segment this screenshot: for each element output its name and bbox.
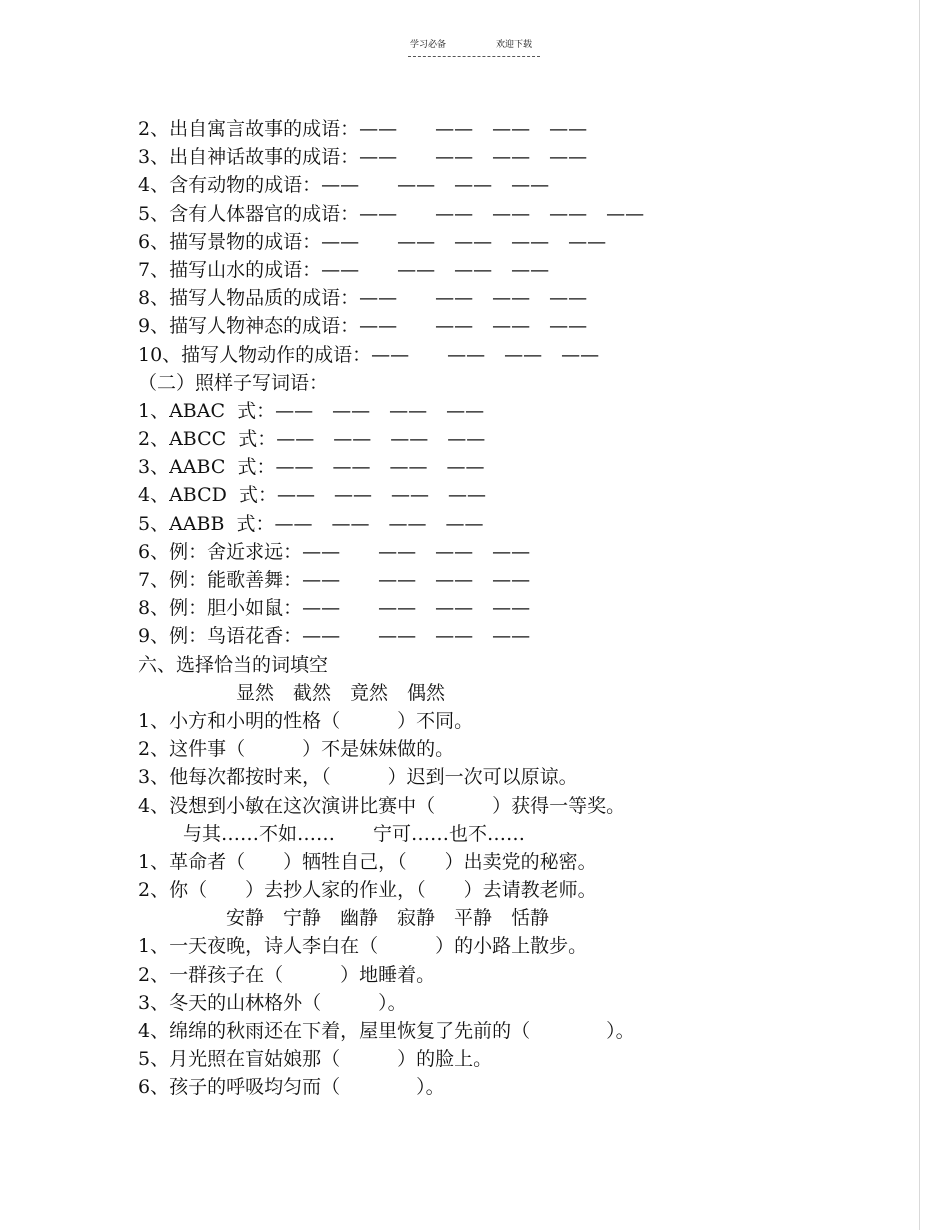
example-item-6: 6、例：舍近求远：—— —— —— —— — [138, 540, 531, 563]
example-item-8: 8、例：胆小如鼠：—— —— —— —— — [138, 597, 531, 620]
header-left-text: 学习必备 — [410, 40, 447, 50]
example-item-7: 7、例：能歌善舞：—— —— —— —— — [138, 569, 531, 591]
fill-item-8: 2、一群孩子在（ ）地睡着。 — [138, 963, 436, 986]
pattern-item-1: 1、ABAC 式：—— —— —— —— — [138, 399, 485, 422]
idiom-item-7: 7、描写山水的成语：—— —— —— —— — [138, 258, 550, 281]
document-body — [138, 115, 898, 1102]
word-bank-2: 与其……不如…… 宁可……也不…… — [183, 822, 526, 845]
fill-item-9: 3、冬天的山林格外（ ）。 — [138, 991, 407, 1014]
page-edge — [919, 0, 920, 1230]
word-bank-3: 安静 宁静 幽静 寂静 平静 恬静 — [226, 907, 550, 930]
idiom-item-3: 3、出自神话故事的成语：—— —— —— —— — [138, 146, 588, 169]
idiom-item-8: 8、描写人物品质的成语：—— —— —— —— — [138, 287, 588, 310]
section-heading-6: 六、选择恰当的词填空 — [138, 653, 329, 676]
pattern-item-3: 3、AABC 式：—— —— —— —— — [138, 456, 485, 479]
pattern-item-5: 5、AABB 式：—— —— —— —— — [138, 512, 484, 535]
fill-item-1: 1、小方和小明的性格（ ）不同。 — [138, 709, 474, 732]
idiom-item-9: 9、描写人物神态的成语：—— —— —— —— — [138, 315, 588, 338]
fill-item-6: 2、你（ ）去抄人家的作业，（ ）去请教老师。 — [138, 879, 597, 902]
section-heading-2: （二）照样子写词语： — [138, 371, 329, 394]
header-right-text: 欢迎下载 — [496, 40, 533, 50]
fill-item-2: 2、这件事（ ）不是妹妹做的。 — [138, 738, 455, 761]
fill-item-11: 5、月光照在盲姑娘那（ ）的脸上。 — [138, 1048, 493, 1071]
fill-item-12: 6、孩子的呼吸均匀而（ ）。 — [138, 1076, 445, 1099]
pattern-item-4: 4、ABCD 式：—— —— —— —— — [138, 484, 486, 507]
idiom-item-2: 2、出自寓言故事的成语：—— —— —— —— — [138, 118, 588, 140]
idiom-item-10: 10、描写人物动作的成语：—— —— —— —— — [138, 343, 600, 366]
fill-item-4: 4、没想到小敏在这次演讲比赛中（ ）获得一等奖。 — [138, 794, 626, 817]
page-header — [408, 38, 540, 57]
word-bank-1: 显然 截然 竟然 偶然 — [236, 681, 446, 704]
idiom-item-4: 4、含有动物的成语：—— —— —— —— — [138, 174, 550, 197]
idiom-item-5: 5、含有人体器官的成语：—— —— —— —— —— — [138, 202, 645, 225]
fill-item-3: 3、他每次都按时来，（ ）迟到一次可以原谅。 — [138, 766, 578, 789]
fill-item-10: 4、绵绵的秋雨还在下着，屋里恢复了先前的（ ）。 — [138, 1020, 635, 1042]
pattern-item-2: 2、ABCC 式：—— —— —— —— — [138, 428, 486, 451]
fill-item-7: 1、一天夜晚，诗人李白在（ ）的小路上散步。 — [138, 935, 588, 958]
fill-item-5: 1、革命者（ ）牺牲自己，（ ）出卖党的秘密。 — [138, 850, 597, 873]
idiom-item-6: 6、描写景物的成语：—— —— —— —— —— — [138, 230, 607, 253]
example-item-9: 9、例：鸟语花香：—— —— —— —— — [138, 625, 531, 648]
